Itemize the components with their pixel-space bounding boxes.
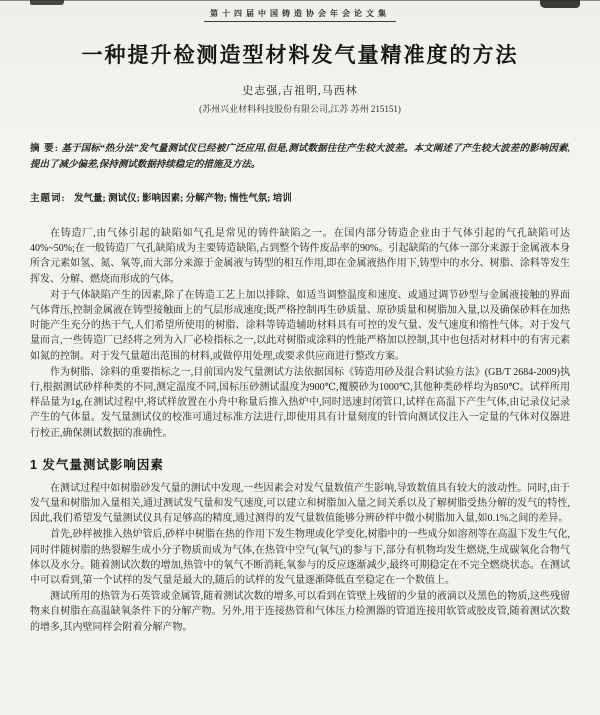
proceedings-title: 第十四届中国铸造协会年会论文集 <box>204 8 396 22</box>
abstract-label: 摘 要: <box>30 144 59 154</box>
section1-body <box>30 481 570 635</box>
affiliation-line: (苏州兴业材料科技股份有限公司,江苏 苏州 215151) <box>199 104 401 114</box>
section1-paragraph: 首先,砂样被推入热炉管后,砂样中树脂在热的作用下发生物理或化学变化,树脂中的一些成分如溶剂等在高温下发生气化,同时伴随树脂的热裂解生成小分子物质而成为气体,在热管中空气(氧气)的参与下,部分有机物均发生燃烧,生成碳氧化合物气体以及水分。随着测试次数的增加,热管中的氧气不断消耗,氧参与的反应逐渐减少,最终可期稳定在不完全燃烧状态。在测试中可以看到,第一个试样的发气量是最大的,随后的试样的发气量逐渐降低直至稳定在一个数值上。 <box>30 529 570 587</box>
abstract-text: 基于国标“热分法”发气量测试仪已经被广泛应用,但是,测试数据往往产生较大波差。本文阐述了产生较大波差的影响因素,提出了减少偏差,保持测试数据持续稳定的措施及方法。 <box>30 144 570 170</box>
section1-heading: 1 发气量测试影响因素 <box>30 457 164 472</box>
intro-paragraph: 作为树脂、涂料的重要指标之一,目前国内发气量测试方法依据国标《铸造用砂及混合料试验方法》(GB/T 2684-2009)执行,根据测试砂样种类的不同,测定温度不同,国标压砂测试温度为900℃,覆膜砂为1000℃,其他种类砂样均为850℃。试样所用样品量为1g,在测试过程中,将试样放置在小舟中称量后推入热炉中,同时迅速封闭管口,试样在高温下产生气体,由记录仪记录产生的气体量。发气量测试仪的校准可通过标准方法进行,即使用具有计量刻度的针管向测试仪注入一定量的气体对仪器进行校正,确保测试数据的准确性。 <box>30 366 570 439</box>
introduction-section <box>30 226 570 441</box>
section1-paragraph: 测试所用的热管为石英管或金属管,随着测试次数的增多,可以看到在管壁上残留的少量的液滴以及黑色的物质,这些残留物来自树脂在高温缺氧条件下的分解产物。另外,用于连接热管和气体压力检测器的管道连接用软管或胶皮管,随着测试次数的增多,其内壁同样会附着分解产物。 <box>30 591 570 633</box>
keywords-text: 发气量; 测试仪; 影响因素; 分解产物; 惰性气氛; 培训 <box>74 194 292 204</box>
section1-paragraph: 在测试过程中如树脂砂发气量的测试中发现,一些因素会对发气量数值产生影响,导致数值具有较大的波动性。同时,由于发气量和树脂加入量相关,通过测试发气量和发气速度,可以建立和树脂加入量之间关系以及了解树脂受热分解的发气的特性,因此,我们希望发气量测试仪具有足够高的精度,通过测得的发气量数值能够分辨砂样中微小树脂加入量,如0.1%之间的差异。 <box>30 482 570 525</box>
page-header <box>0 0 600 22</box>
scan-edge-line <box>0 0 600 1</box>
intro-paragraph: 对于气体缺陷产生的因素,除了在铸造工艺上加以排除、如适当调整温度和速度、或通过调节砂型与金属液接触的界面气体背压,控制金属液在铸型接触面上的气层形成速度;既严格控制再生砂质量、原砂质量和树脂加入量,以及确保砂料在加热时能产生充分的热干气,人们希望所使用的树脂、涂料等铸造辅助材料具有可控的发气量、发气速度和惰性气体。对于发气量而言,一些铸造厂已经将之列为入厂必检指标之一,以此对树脂或涂料的性能严格加以控制,其中也包括对材料中的有害元素如氮的控制。对于发气量超出范围的材料,或做停用处理,或要求供应商进行整改方案。 <box>30 289 570 362</box>
scan-artifact-right <box>540 0 580 8</box>
authors-line: 史志强,吉祖明,马西林 <box>242 85 358 97</box>
abstract-block <box>30 141 570 173</box>
paper-title: 一种提升检测造型材料发气量精准度的方法 <box>81 44 519 67</box>
keywords-block <box>30 190 570 204</box>
intro-paragraph: 在铸造厂,由气体引起的缺陷如气孔是常见的铸件缺陷之一。在国内部分铸造企业由于气体引起的气孔缺陷可达40%~50%;在一般铸造厂气孔缺陷成为主要铸造缺陷,占到整个铸件废品率的90%。引起缺陷的气体一部分来源于金属液本身所含元素如氢、氮、氧等,而大部分来源于金属液与铸型的相互作用,即在金属液热作用下,铸型中的水分、树脂、涂料等发生挥发、分解、燃烧而形成的气体。 <box>30 228 570 285</box>
scan-artifact-left <box>30 0 64 5</box>
keywords-label: 主题词: <box>30 194 66 204</box>
